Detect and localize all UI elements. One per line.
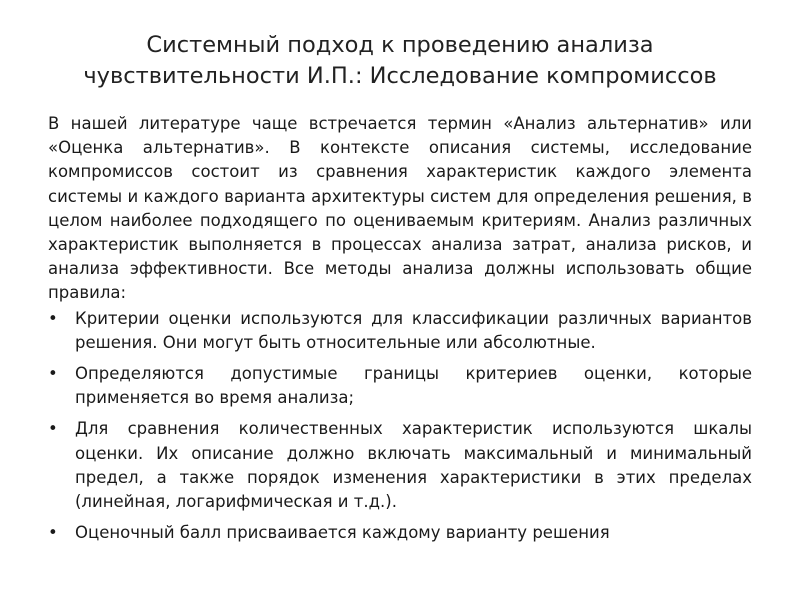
bullet-item-3 — [48, 417, 752, 514]
bullet-icon: • — [48, 419, 58, 439]
bullet-icon: • — [48, 364, 58, 384]
bullet-text-2: Определяются допустимые границы критериев оценки, которые применяется во время анализа; — [75, 364, 752, 408]
bullet-item-1 — [48, 307, 752, 355]
bullet-icon: • — [48, 308, 58, 328]
bullet-list — [48, 307, 752, 546]
slide-title: Системный подход к проведению анализа чувствительности И.П.: Исследование компромиссов — [83, 32, 717, 89]
bullet-icon: • — [48, 523, 58, 543]
bullet-text-4: Оценочный балл присваивается каждому варианту решения — [75, 523, 610, 543]
intro-paragraph: В нашей литературе чаще встречается термин «Анализ альтернатив» или «Оценка альтернатив». В контексте описания системы, исследование компромиссов состоит из сравнения характеристик каждого элемента системы и каждого варианта архитектуры систем для определения решения, в целом наиболее подходящего по оцениваемым критериям. Анализ различных характеристик выполняется в процессах анализа затрат, анализа рисков, и анализа эффективности. Все методы анализа должны использовать общие правила: — [48, 114, 752, 303]
slide-body — [48, 112, 752, 545]
bullet-item-2 — [48, 362, 752, 410]
bullet-text-3: Для сравнения количественных характеристик используются шкалы оценки. Их описание должно включать максимальный и минимальный предел, а также порядок изменения характеристики в этих пределах (линейная, логарифмическая и т.д.). — [75, 419, 752, 512]
bullet-item-4 — [48, 521, 752, 545]
bullet-text-1: Критерии оценки используются для классификации различных вариантов решения. Они могут быть относительные или абсолютные. — [75, 308, 752, 352]
